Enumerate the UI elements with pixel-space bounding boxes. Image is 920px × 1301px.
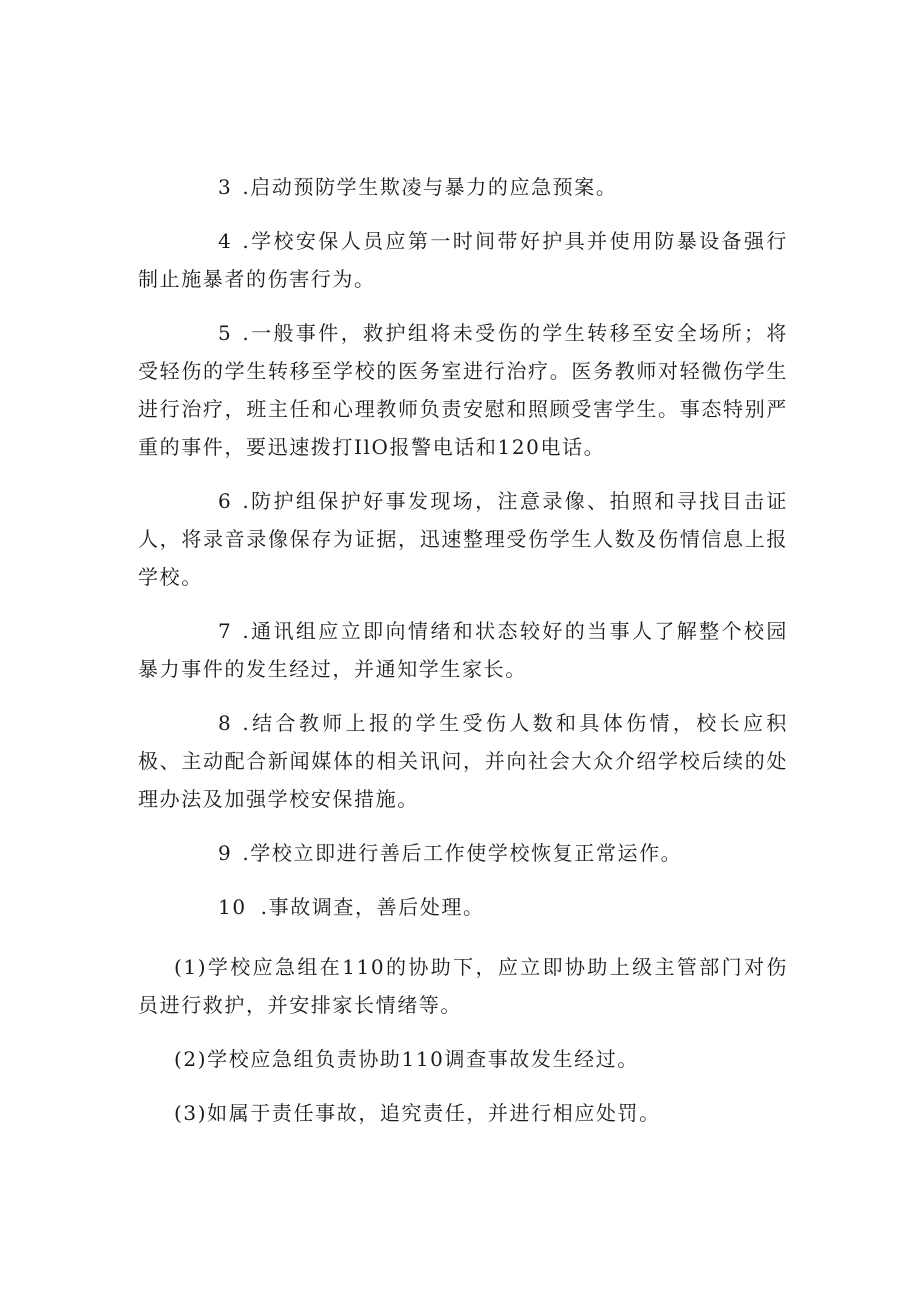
subitem-3: [138, 1094, 788, 1132]
item-6: [138, 482, 788, 596]
item-text: .学校立即进行善后工作使学校恢复正常运作。: [242, 841, 683, 865]
item-5: [138, 314, 788, 466]
subitem-1: [138, 948, 788, 1024]
item-text: .学校安保人员应第一时间带好护具并使用防暴设备强行制止施暴者的伤害行为。: [138, 229, 788, 291]
item-7: [138, 612, 788, 688]
item-number: 8: [218, 711, 233, 735]
item-4: [138, 222, 788, 298]
subitem-text: (2)学校应急组负责协助110调查事故发生经过。: [174, 1047, 639, 1071]
item-text: .防护组保护好事发现场，注意录像、拍照和寻找目击证人，将录音录像保存为证据，迅速整理受伤学生人数及伤情信息上报学校。: [138, 489, 788, 589]
item-number: 5: [218, 321, 233, 345]
item-9: [138, 834, 788, 872]
item-number: 3: [218, 175, 233, 199]
item-text: .通讯组应立即向情绪和状态较好的当事人了解整个校园暴力事件的发生经过，并通知学生家长。: [138, 619, 788, 681]
item-number: 10: [218, 895, 247, 919]
item-3: [138, 168, 788, 206]
item-text: .启动预防学生欺凌与暴力的应急预案。: [242, 175, 618, 199]
item-number: 6: [218, 489, 233, 513]
subitem-2: [138, 1040, 788, 1078]
document-body: [138, 168, 788, 1148]
item-8: [138, 704, 788, 818]
subitem-text: (3)如属于责任事故，追究责任，并进行相应处罚。: [174, 1101, 661, 1125]
item-text: .事故调查，善后处理。: [260, 895, 485, 919]
item-text: .一般事件，救护组将未受伤的学生转移至安全场所；将受轻伤的学生转移至学校的医务室进行治疗。医务教师对轻微伤学生进行治疗，班主任和心理教师负责安慰和照顾受害学生。事态特别严重的事件，要迅速拨打IlO报警电话和120电话。: [138, 321, 788, 459]
item-number: 9: [218, 841, 233, 865]
item-text: .结合教师上报的学生受伤人数和具体伤情，校长应积极、主动配合新闻媒体的相关讯问，并向社会大众介绍学校后续的处理办法及加强学校安保措施。: [138, 711, 788, 811]
item-number: 7: [218, 619, 233, 643]
item-number: 4: [218, 229, 233, 253]
subitem-text: (1)学校应急组在110的协助下，应立即协助上级主管部门对伤员进行救护，并安排家长情绪等。: [138, 955, 788, 1017]
item-10: [138, 888, 788, 926]
